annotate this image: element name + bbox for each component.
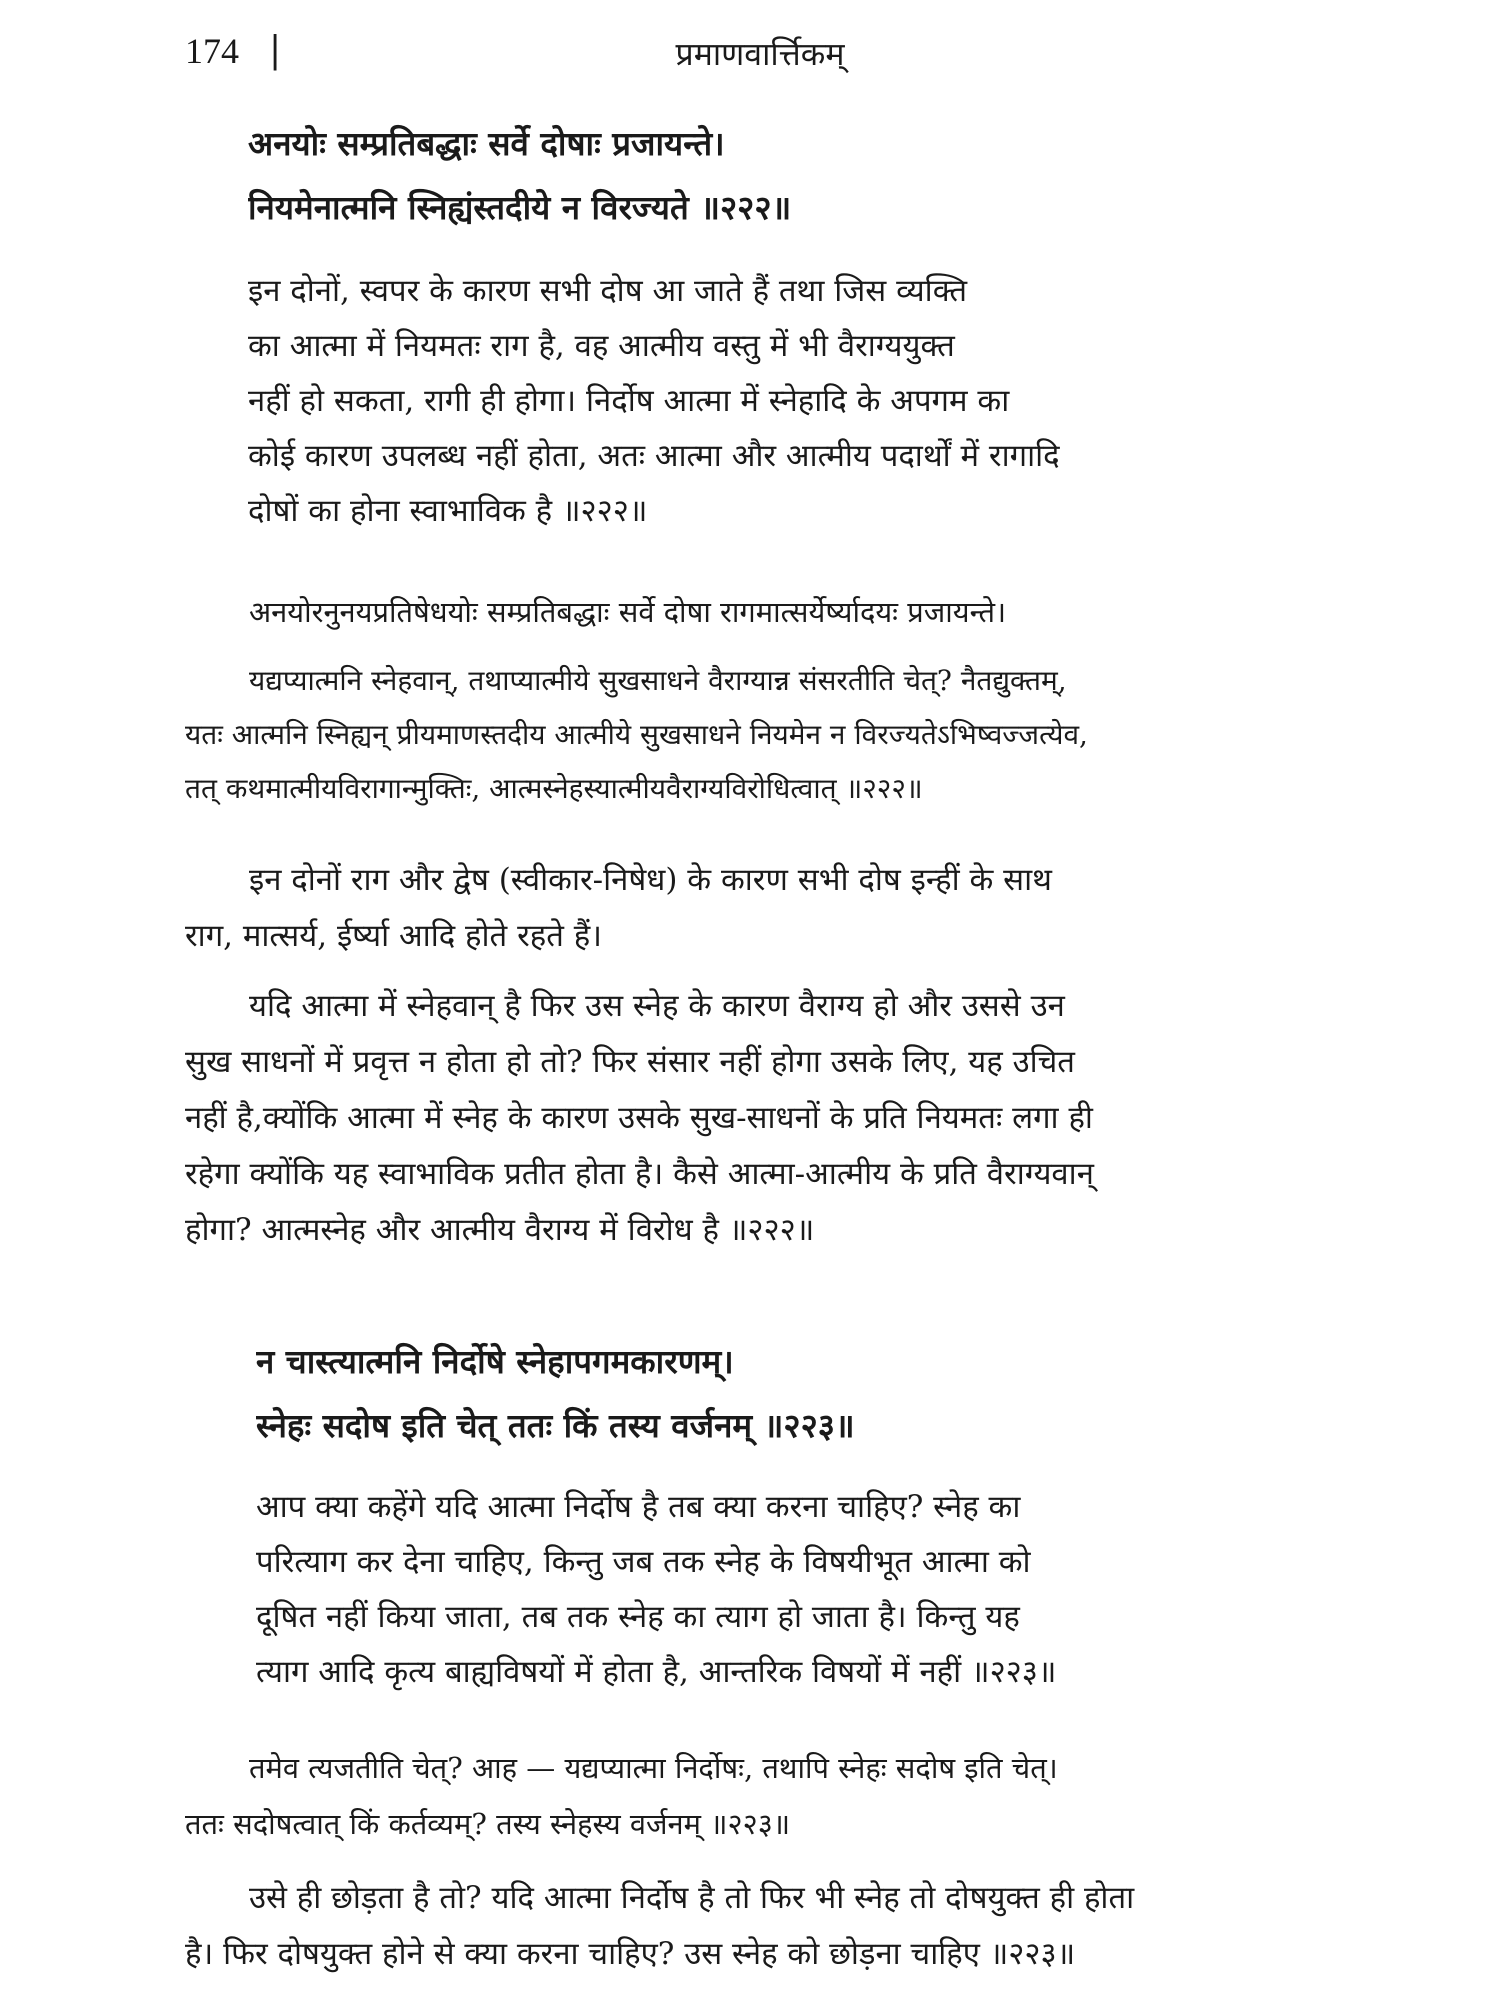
text-line: सुख साधनों में प्रवृत्त न होता हो तो? फिर संसार नहीं होगा उसके लिए, यह उचित [185, 1044, 1075, 1080]
verse-line: न चास्त्यात्मनि निर्दोषे स्नेहापगमकारणम्। [256, 1342, 734, 1381]
header-separator: | [269, 30, 282, 71]
running-title: प्रमाणवार्त्तिकम् [675, 35, 845, 73]
text-line: तत् कथमात्मीयविरागान्मुक्तिः, आत्मस्नेहस्यात्मीयवैराग्यविरोधित्वात् ॥२२२॥ [185, 772, 923, 805]
text-line: नहीं हो सकता, रागी ही होगा। निर्दोष आत्मा में स्नेहादि के अपगम का [248, 383, 1010, 419]
text-line: होगा? आत्मस्नेह और आत्मीय वैराग्य में विरोध है ॥२२२॥ [185, 1212, 815, 1248]
translation-223 [256, 1480, 1296, 1700]
text-line: यदि आत्मा में स्नेहवान् है फिर उस स्नेह के कारण वैराग्य हो और उससे उन [249, 988, 1065, 1024]
text-line: है। फिर दोषयुक्त होने से क्या करना चाहिए? उस स्नेह को छोड़ना चाहिए ॥२२३॥ [185, 1936, 1076, 1972]
text-line: राग, मात्सर्य, ईर्ष्या आदि होते रहते हैं। [185, 918, 602, 954]
text-line: यतः आत्मनि स्निह्यन् प्रीयमाणस्तदीय आत्मीये सुखसाधने नियमेन न विरज्यतेऽभिष्वज्जत्येव, [185, 718, 1088, 751]
commentary-222 [185, 584, 1335, 816]
verse-222 [248, 112, 1298, 240]
verse-line: नियमेनात्मनि स्निह्यंस्तदीये न विरज्यते ॥२२२॥ [248, 188, 792, 227]
page-header [185, 30, 1335, 86]
verse-line: स्नेहः सदोष इति चेत् ततः किं तस्य वर्जनम् ॥२२३॥ [256, 1406, 855, 1445]
text-line: यद्यप्यात्मनि स्नेहवान्, तथाप्यात्मीये सुखसाधने वैराग्यान्न संसरतीति चेत्? नैतद्युक्तम्, [249, 664, 1067, 697]
commentary-223 [185, 1740, 1335, 1852]
text-line: का आत्मा में नियमतः राग है, वह आत्मीय वस्तु में भी वैराग्ययुक्त [248, 328, 955, 364]
text-line: उसे ही छोड़ता है तो? यदि आत्मा निर्दोष है तो फिर भी स्नेह तो दोषयुक्त ही होता [249, 1880, 1135, 1916]
verse-line: अनयोः सम्प्रतिबद्धाः सर्वे दोषाः प्रजायन्ते। [248, 124, 725, 163]
text-line: इन दोनों, स्वपर के कारण सभी दोष आ जाते हैं तथा जिस व्यक्ति [248, 273, 967, 309]
text-line: रहेगा क्योंकि यह स्वाभाविक प्रतीत होता है। कैसे आत्मा-आत्मीय के प्रति वैराग्यवान् [185, 1156, 1094, 1192]
text-line: दोषों का होना स्वाभाविक है ॥२२२॥ [248, 493, 648, 529]
text-line: कोई कारण उपलब्ध नहीं होता, अतः आत्मा और आत्मीय पदार्थों में रागादि [248, 438, 1060, 474]
text-line: तमेव त्यजतीति चेत्? आह — यद्यप्यात्मा निर्दोषः, तथापि स्नेहः सदोष इति चेत्। [249, 1751, 1058, 1785]
text-line: त्याग आदि कृत्य बाह्यविषयों में होता है, आन्तरिक विषयों में नहीं ॥२२३॥ [256, 1654, 1057, 1690]
page-number: 174 [185, 31, 239, 71]
verse-223 [256, 1330, 1306, 1458]
hindi-223 [185, 1870, 1335, 1982]
text-line: इन दोनों राग और द्वेष (स्वीकार-निषेध) के कारण सभी दोष इन्हीं के साथ [249, 862, 1052, 898]
text-line: ततः सदोषत्वात् किं कर्तव्यम्? तस्य स्नेहस्य वर्जनम् ॥२२३॥ [185, 1807, 791, 1841]
text-line: परित्याग कर देना चाहिए, किन्तु जब तक स्नेह के विषयीभूत आत्मा को [256, 1544, 1031, 1580]
text-line: आप क्या कहेंगे यदि आत्मा निर्दोष है तब क्या करना चाहिए? स्नेह का [256, 1489, 1021, 1525]
text-line: अनयोरनुनयप्रतिषेधयोः सम्प्रतिबद्धाः सर्वे दोषा रागमात्सर्येर्ष्यादयः प्रजायन्ते। [249, 595, 1007, 629]
text-line: दूषित नहीं किया जाता, तब तक स्नेह का त्याग हो जाता है। किन्तु यह [256, 1599, 1020, 1635]
translation-222 [248, 264, 1288, 539]
hindi-222 [185, 852, 1335, 1258]
text-line: नहीं है,क्योंकि आत्मा में स्नेह के कारण उसके सुख-साधनों के प्रति नियमतः लगा ही [185, 1100, 1093, 1136]
